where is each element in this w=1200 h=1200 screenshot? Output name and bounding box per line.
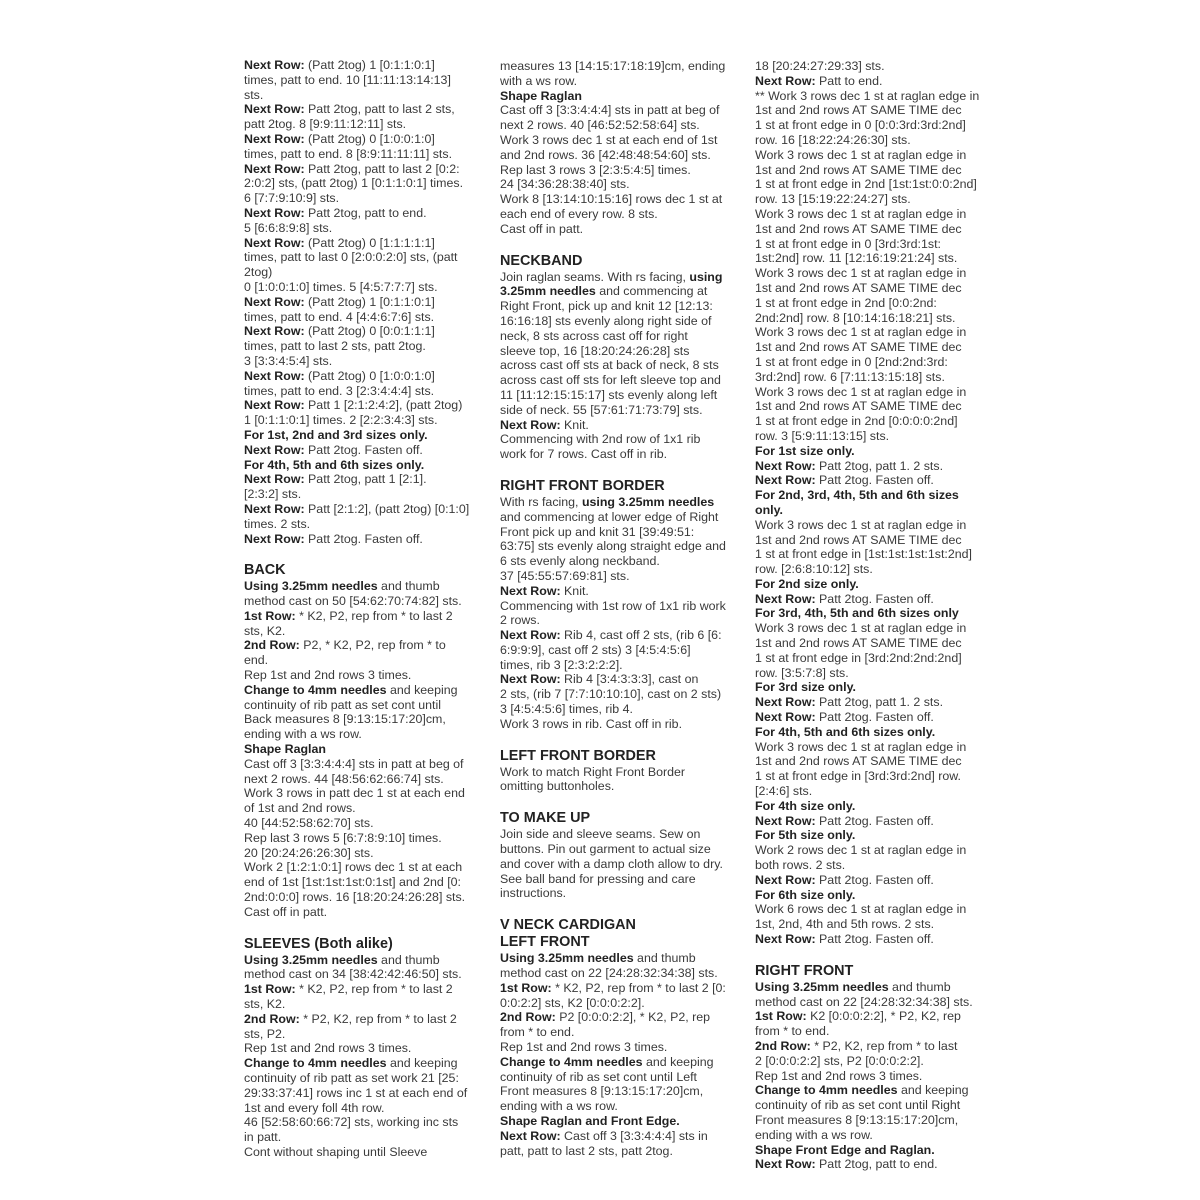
- subheading: [244, 428, 480, 443]
- section-spacer: [244, 920, 480, 936]
- section-heading: TO MAKE UP: [500, 810, 591, 827]
- row-label: 1st Row:: [244, 982, 296, 997]
- row-label: Next Row:: [755, 813, 816, 828]
- instruction-row: [755, 980, 995, 1010]
- instruction-row: [244, 102, 480, 132]
- row-text: and thumb method cast on 22 [24:28:32:34:38] sts.: [500, 951, 718, 981]
- row-text: and keeping continuity of rib as set cont until Left Front measures 8 [9:13:15:17:20]cm, ending with a ws row.: [500, 1054, 714, 1114]
- instruction-row: [500, 628, 740, 672]
- row-text: (Patt 2tog) 1 [0:1:1:0:1] times, patt to end. 4 [4:4:6:7:6] sts.: [244, 294, 435, 324]
- instruction-row: [500, 1055, 740, 1114]
- row-label: Change to 4mm needles: [244, 1056, 387, 1071]
- instruction-text: Work 3 rows in rib. Cast off in rib.: [500, 716, 683, 731]
- section-heading: LEFT FRONT BORDER: [500, 747, 656, 764]
- instruction-row: [755, 473, 995, 488]
- instruction-row: [500, 1129, 740, 1159]
- instruction-row: [244, 1012, 480, 1042]
- instruction-row: [500, 495, 740, 584]
- row-text: Patt 2tog. Fasten off.: [815, 591, 934, 606]
- row-text: Patt 2tog. Fasten off.: [815, 872, 934, 887]
- row-label: Next Row:: [244, 531, 305, 546]
- section-heading: RIGHT FRONT: [755, 962, 854, 979]
- row-label: Next Row:: [755, 473, 816, 488]
- instruction-row: [244, 58, 480, 102]
- row-label: Using 3.25mm needles: [500, 951, 634, 966]
- instruction-row: [755, 932, 995, 947]
- subheading: [755, 680, 995, 695]
- instruction-row: [244, 132, 480, 162]
- row-label: Next Row:: [500, 417, 561, 432]
- row-label: Next Row:: [244, 131, 305, 146]
- subheading-text: For 2nd, 3rd, 4th, 5th and 6th sizes only.: [755, 488, 959, 517]
- row-text: Cast off 3 [3:3:4:4:4] sts in patt, patt to last 2 sts, patt 2tog.: [500, 1128, 708, 1158]
- row-label: Next Row:: [755, 458, 816, 473]
- section-spacer: [500, 237, 740, 253]
- row-label: Next Row:: [500, 583, 561, 598]
- row-label: Using 3.25mm needles: [755, 979, 889, 994]
- row-label: Next Row:: [244, 294, 305, 309]
- row-label: Change to 4mm needles: [755, 1083, 898, 1098]
- row-text: Patt 2tog, patt to end.: [815, 1157, 938, 1172]
- instruction-text: Rep 1st and 2nd rows 3 times.: [755, 1068, 923, 1083]
- row-label: Next Row:: [755, 710, 816, 725]
- subheading-text: For 2nd size only.: [755, 576, 859, 591]
- column-1: [244, 58, 480, 1160]
- row-label: Next Row:: [244, 205, 305, 220]
- row-label: Next Row:: [755, 695, 816, 710]
- instruction-row: [244, 324, 480, 368]
- instruction-row: [500, 418, 740, 433]
- instruction-row: [755, 1157, 995, 1172]
- instruction-row: [500, 1010, 740, 1040]
- row-label: Using 3.25mm needles: [244, 952, 378, 967]
- row-text: (Patt 2tog) 0 [1:1:1:1:1] times, patt to last 0 [2:0:0:2:0] sts, (patt 2tog) 0 [1:0:0:1:0] times. 5 [4:5:7:7:7] sts.: [244, 235, 458, 294]
- instruction-row: [244, 982, 480, 1012]
- subheading-text: Shape Raglan: [500, 88, 582, 103]
- instruction-row: [244, 609, 480, 639]
- subheading-text: For 4th, 5th and 6th sizes only.: [244, 457, 425, 472]
- instruction-row: [244, 236, 480, 295]
- instruction-row: [755, 695, 995, 710]
- instruction-row: [755, 1009, 995, 1039]
- row-text: and thumb method cast on 22 [24:28:32:34:38] sts.: [755, 979, 973, 1009]
- column-3: [755, 59, 995, 1172]
- subheading: [755, 606, 995, 621]
- subheading-text: For 3rd size only.: [755, 680, 856, 695]
- instruction-text: Rep 1st and 2nd rows 3 times.: [500, 1040, 668, 1055]
- section-heading: BACK: [244, 562, 286, 579]
- subheading: [755, 888, 995, 903]
- row-text: and commencing at lower edge of Right Front pick up and knit 31 [39:49:51: 63:75] sts evenly along straight edge and 6 sts evenly along neckband. 37 [45:55:57:69:81] sts.: [500, 509, 726, 583]
- row-text: and commencing at Right Front, pick up and knit 12 [12:13: 16:16:18] sts evenly along right side of neck, 8 sts across cast off for right sleeve top, 16 [18:20:24:26:28] sts across cast off sts at back of neck, 8 sts across cast off sts for left sleeve top and 11 [11:12:15:15:17] sts evenly along left side of neck. 55 [57:61:71:73:79] sts.: [500, 284, 721, 417]
- subheading-text: For 6th size only.: [755, 887, 856, 902]
- instruction-text: Commencing with 2nd row of 1x1 rib work for 7 rows. Cast off in rib.: [500, 432, 701, 462]
- row-label: Next Row:: [755, 872, 816, 887]
- instruction-text: ** Work 3 rows dec 1 st at raglan edge in 1st and 2nd rows AT SAME TIME dec 1 st at front edge in 0 [0:0:3rd:3rd:2nd] row. 16 [18:22:24:26:30] sts. Work 3 rows dec 1 st at raglan edge in 1st and 2nd rows AT SAME TIME dec 1 st at front edge in 2nd [1st:1st:0:0:2nd] row. 13 [15:19:22:24:27] sts. Work 3 rows dec 1 st at raglan edge in 1st and 2nd rows AT SAME TIME dec 1 st at front edge in 0 [3rd:3rd:1st: 1st:2nd] row. 11 [12:16:19:21:24] sts. Work 3 rows dec 1 st at raglan edge in 1st and 2nd rows AT SAME TIME dec 1 st at front edge in 2nd [0:0:2nd: 2nd:2nd] row. 8 [10:14:16:18:21] sts. Work 3 rows dec 1 st at raglan edge in 1st and 2nd rows AT SAME TIME dec 1 st at front edge in 0 [2nd:2nd:3rd: 3rd:2nd] row. 6 [7:11:13:15:18] sts. Work 3 rows dec 1 st at raglan edge in 1st and 2nd rows AT SAME TIME dec 1 st at front edge in 2nd [0:0:0:0:2nd] row. 3 [5:9:11:13:15] sts.: [755, 88, 980, 443]
- row-text: * P2, K2, rep from * to last 2 sts, P2.: [244, 1011, 457, 1041]
- instruction-row: [244, 638, 480, 668]
- row-label: Using 3.25mm needles: [244, 579, 378, 594]
- row-text: and thumb method cast on 50 [54:62:70:74:82] sts.: [244, 579, 462, 609]
- row-label: 2nd Row:: [755, 1039, 811, 1053]
- subheading: [755, 444, 995, 459]
- row-label: using 3.25mm needles: [500, 269, 723, 299]
- section-heading: SLEEVES (Both alike): [244, 935, 393, 952]
- row-text: Patt 2tog. Fasten off.: [815, 710, 934, 725]
- instruction-row: [244, 953, 480, 983]
- instruction-row: [755, 1039, 995, 1069]
- section-heading: NECKBAND: [500, 252, 583, 269]
- instruction-row: [244, 502, 480, 532]
- instruction-row: [244, 443, 480, 458]
- instruction-row: [755, 74, 995, 89]
- row-text: P2 [0:0:0:2:2], * K2, P2, rep from * to end.: [500, 1010, 711, 1040]
- row-text: Join raglan seams. With rs facing,: [500, 269, 690, 284]
- row-text: and keeping continuity of rib as set cont until Right Front measures 8 [9:13:15:17:20]cm, ending with a ws row.: [755, 1083, 969, 1142]
- row-text: Knit.: [560, 583, 589, 598]
- row-label: Next Row:: [755, 591, 816, 606]
- row-text: Patt 2tog, patt to end. 5 [6:6:8:9:8] sts.: [244, 205, 427, 235]
- instruction-row: [755, 1083, 995, 1142]
- row-label: Next Row:: [755, 73, 816, 88]
- instruction-row: [500, 981, 740, 1011]
- instruction-text: Cast off 3 [3:3:4:4:4] sts in patt at beg of next 2 rows. 44 [48:56:62:66:74] sts. Work 3 rows in patt dec 1 st at each end of 1st and 2nd rows. 40 [44:52:58:62:70] sts. Rep last 3 rows 5 [6:7:8:9:10] times. 20 [20:24:26:26:30] sts. Work 2 [1:2:1:0:1] rows dec 1 st at each end of 1st [1st:1st:1st:0:1st] and 2nd [0: 2nd:0:0:0] rows. 16 [18:20:24:26:28] sts. Cast off in patt.: [244, 756, 466, 919]
- row-label: 1st Row:: [755, 1009, 807, 1024]
- instruction-row: [755, 814, 995, 829]
- section-heading: RIGHT FRONT BORDER: [500, 477, 665, 494]
- row-label: Next Row:: [244, 102, 305, 117]
- subheading-text: Shape Front Edge and Raglan.: [755, 1142, 935, 1157]
- subheading: [755, 799, 995, 814]
- subheading: [755, 1143, 995, 1158]
- instruction-row: [500, 672, 740, 716]
- row-text: (Patt 2tog) 1 [0:1:1:0:1] times, patt to end. 10 [11:11:13:14:13] sts.: [244, 58, 451, 102]
- section-spacer: [500, 732, 740, 748]
- row-label: 2nd Row:: [500, 1010, 556, 1025]
- row-text: Patt 1 [2:1:2:4:2], (patt 2tog) 1 [0:1:1:0:1] times. 2 [2:2:3:4:3] sts.: [244, 398, 463, 428]
- row-text: Rib 4, cast off 2 sts, (rib 6 [6: 6:9:9:9], cast off 2 sts) 3 [4:5:4:5:6] times, rib 3 [2:3:2:2:2].: [500, 628, 722, 672]
- instruction-row: [244, 369, 480, 399]
- instruction-text: Join side and sleeve seams. Sew on buttons. Pin out garment to actual size and cover with a damp cloth allow to dry. See ball band for pressing and care instructions.: [500, 827, 723, 901]
- instruction-row: [244, 295, 480, 325]
- row-label: Next Row:: [244, 368, 305, 383]
- subheading-text: Shape Raglan: [244, 742, 326, 757]
- instruction-row: [500, 584, 740, 599]
- row-text: and keeping continuity of rib patt as set cont until Back measures 8 [9:13:15:17:20]cm, ending with a ws row.: [244, 682, 458, 742]
- subheading-text: For 1st, 2nd and 3rd sizes only.: [244, 427, 428, 442]
- section-spacer: [500, 794, 740, 810]
- instruction-text: Work 3 rows dec 1 st at raglan edge in 1st and 2nd rows AT SAME TIME dec 1 st at front edge in [1st:1st:1st:1st:2nd] row. [2:6:8:10:12] sts.: [755, 517, 972, 577]
- instruction-text: Work 3 rows dec 1 st at raglan edge in 1st and 2nd rows AT SAME TIME dec 1 st at front edge in [3rd:2nd:2nd:2nd] row. [3:5:7:8] sts.: [755, 621, 967, 680]
- row-text: (Patt 2tog) 0 [1:0:0:1:0] times, patt to end. 8 [8:9:11:11:11] sts.: [244, 131, 453, 161]
- row-label: Next Row:: [500, 672, 561, 687]
- subheading: [244, 742, 480, 757]
- section-spacer: [500, 462, 740, 478]
- instruction-row: [244, 683, 480, 742]
- instruction-text: Work 2 rows dec 1 st at raglan edge in both rows. 2 sts.: [755, 843, 967, 873]
- instruction-row: [244, 1056, 480, 1160]
- row-text: K2 [0:0:0:2:2], * P2, K2, rep from * to end.: [755, 1009, 961, 1039]
- row-text: Patt 2tog, patt to last 2 [0:2: 2:0:2] sts, (patt 2tog) 1 [0:1:1:0:1] times. 6 [7:7:9:10:9] sts.: [244, 161, 464, 206]
- row-text: Patt 2tog. Fasten off.: [815, 813, 934, 828]
- row-label: Change to 4mm needles: [500, 1054, 643, 1069]
- instruction-text: measures 13 [14:15:17:18:19]cm, ending with a ws row.: [500, 59, 726, 88]
- row-label: Next Row:: [500, 1128, 561, 1143]
- subheading: [755, 828, 995, 843]
- row-label: Next Row:: [244, 501, 305, 516]
- row-label: 1st Row:: [500, 980, 552, 995]
- row-label: Next Row:: [244, 472, 305, 487]
- instruction-text: Rep 1st and 2nd rows 3 times.: [244, 668, 412, 683]
- row-label: Next Row:: [244, 324, 305, 339]
- instruction-text: Cast off 3 [3:3:4:4:4] sts in patt at beg of next 2 rows. 40 [46:52:52:58:64] sts. Work 3 rows dec 1 st at each end of 1st and 2nd rows. 36 [42:48:48:54:60] sts. Rep last 3 rows 3 [2:3:5:4:5] times. 24 [34:36:28:38:40] sts. Work 8 [13:14:10:15:16] rows dec 1 st at each end of every row. 8 sts. Cast off in patt.: [500, 103, 723, 236]
- instruction-row: [244, 162, 480, 206]
- row-text: Patt 2tog, patt 1. 2 sts.: [815, 458, 944, 473]
- row-text: * P2, K2, rep from * to last 2 [0:0:0:2:2] sts, P2 [0:0:0:2:2].: [755, 1039, 958, 1068]
- row-label: 1st Row:: [244, 608, 296, 623]
- instruction-text: Work to match Right Front Border omitting buttonholes.: [500, 764, 686, 794]
- subheading: [244, 458, 480, 473]
- subheading-text: Shape Raglan and Front Edge.: [500, 1114, 680, 1129]
- instruction-row: [244, 206, 480, 236]
- instruction-text: Work 6 rows dec 1 st at raglan edge in 1st, 2nd, 4th and 5th rows. 2 sts.: [755, 902, 967, 932]
- instruction-row: [244, 579, 480, 609]
- row-label: using 3.25mm needles: [581, 494, 715, 509]
- section-heading: V NECK CARDIGAN LEFT FRONT: [500, 917, 636, 951]
- instruction-text: Rep 1st and 2nd rows 3 times.: [244, 1041, 412, 1056]
- instruction-row: [244, 398, 480, 428]
- row-text: Patt 2tog, patt 1 [2:1]. [2:3:2] sts.: [244, 472, 427, 502]
- row-text: Patt 2tog. Fasten off.: [815, 473, 934, 488]
- row-label: Next Row:: [500, 628, 561, 643]
- row-label: Next Row:: [244, 235, 305, 250]
- row-text: and thumb method cast on 34 [38:42:42:46:50] sts.: [244, 952, 462, 982]
- subheading: [755, 488, 995, 518]
- instruction-text: Work 3 rows dec 1 st at raglan edge in 1st and 2nd rows AT SAME TIME dec 1 st at front edge in [3rd:3rd:2nd] row. [2:4:6] sts.: [755, 739, 967, 799]
- row-text: (Patt 2tog) 0 [1:0:0:1:0] times, patt to end. 3 [2:3:4:4:4] sts.: [244, 368, 435, 398]
- row-label: Change to 4mm needles: [244, 682, 387, 697]
- row-text: Patt 2tog, patt to last 2 sts, patt 2tog. 8 [9:9:11:12:11] sts.: [244, 102, 455, 132]
- row-label: 2nd Row:: [244, 638, 300, 653]
- row-label: 2nd Row:: [244, 1011, 300, 1026]
- subheading-text: For 5th size only.: [755, 828, 856, 843]
- subheading-text: For 4th size only.: [755, 798, 856, 813]
- row-label: Next Row:: [244, 398, 305, 413]
- row-text: (Patt 2tog) 0 [0:0:1:1:1] times, patt to last 2 sts, patt 2tog. 3 [3:3:4:5:4] sts.: [244, 324, 435, 368]
- row-text: Patt [2:1:2], (patt 2tog) [0:1:0] times. 2 sts.: [244, 501, 470, 531]
- instruction-text: 18 [20:24:27:29:33] sts.: [755, 59, 885, 73]
- instruction-row: [755, 873, 995, 888]
- row-text: Knit.: [560, 417, 589, 432]
- subheading: [500, 89, 740, 104]
- section-spacer: [244, 546, 480, 562]
- instruction-row: [755, 710, 995, 725]
- row-text: Patt 2tog. Fasten off.: [304, 531, 423, 546]
- row-label: Next Row:: [755, 1157, 816, 1172]
- row-label: Next Row:: [244, 58, 305, 72]
- subheading-text: For 3rd, 4th, 5th and 6th sizes only: [755, 606, 959, 621]
- row-label: Next Row:: [244, 442, 305, 457]
- row-text: Patt 2tog. Fasten off.: [815, 932, 934, 947]
- subheading: [755, 577, 995, 592]
- instruction-row: [500, 951, 740, 981]
- row-text: With rs facing,: [500, 494, 582, 509]
- section-spacer: [500, 901, 740, 917]
- row-text: Rib 4 [3:4:3:3:3], cast on 2 sts, (rib 7 [7:7:10:10:10], cast on 2 sts) 3 [4:5:4:5:6] times, rib 4.: [500, 672, 722, 717]
- subheading: [755, 725, 995, 740]
- instruction-row: [244, 532, 480, 547]
- row-text: * K2, P2, rep from * to last 2 [0: 0:0:2:2] sts, K2 [0:0:0:2:2].: [500, 980, 726, 1010]
- row-label: Next Row:: [244, 161, 305, 176]
- row-text: * K2, P2, rep from * to last 2 sts, K2.: [244, 982, 453, 1012]
- section-spacer: [755, 947, 995, 963]
- subheading-text: For 4th, 5th and 6th sizes only.: [755, 724, 936, 739]
- row-text: Patt 2tog, patt 1. 2 sts.: [815, 695, 944, 710]
- subheading-text: For 1st size only.: [755, 443, 855, 458]
- instruction-row: [755, 592, 995, 607]
- column-2: [500, 59, 740, 1158]
- subheading: [500, 1114, 740, 1129]
- row-text: P2, * K2, P2, rep from * to end.: [244, 638, 446, 668]
- row-label: Next Row:: [755, 932, 816, 947]
- instruction-row: [500, 270, 740, 418]
- row-text: and keeping continuity of rib patt as set work 21 [25: 29:33:37:41] rows inc 1 st at each end of 1st and every foll 4th row. 46 [52:58:60:66:72] sts, working inc sts in patt. Cont without shaping until Sleeve: [244, 1056, 468, 1159]
- row-text: * K2, P2, rep from * to last 2 sts, K2.: [244, 608, 453, 638]
- instruction-row: [244, 472, 480, 502]
- row-text: Patt to end.: [815, 73, 883, 88]
- row-text: Patt 2tog. Fasten off.: [304, 442, 423, 457]
- instruction-row: [755, 459, 995, 474]
- instruction-text: Commencing with 1st row of 1x1 rib work 2 rows.: [500, 598, 726, 628]
